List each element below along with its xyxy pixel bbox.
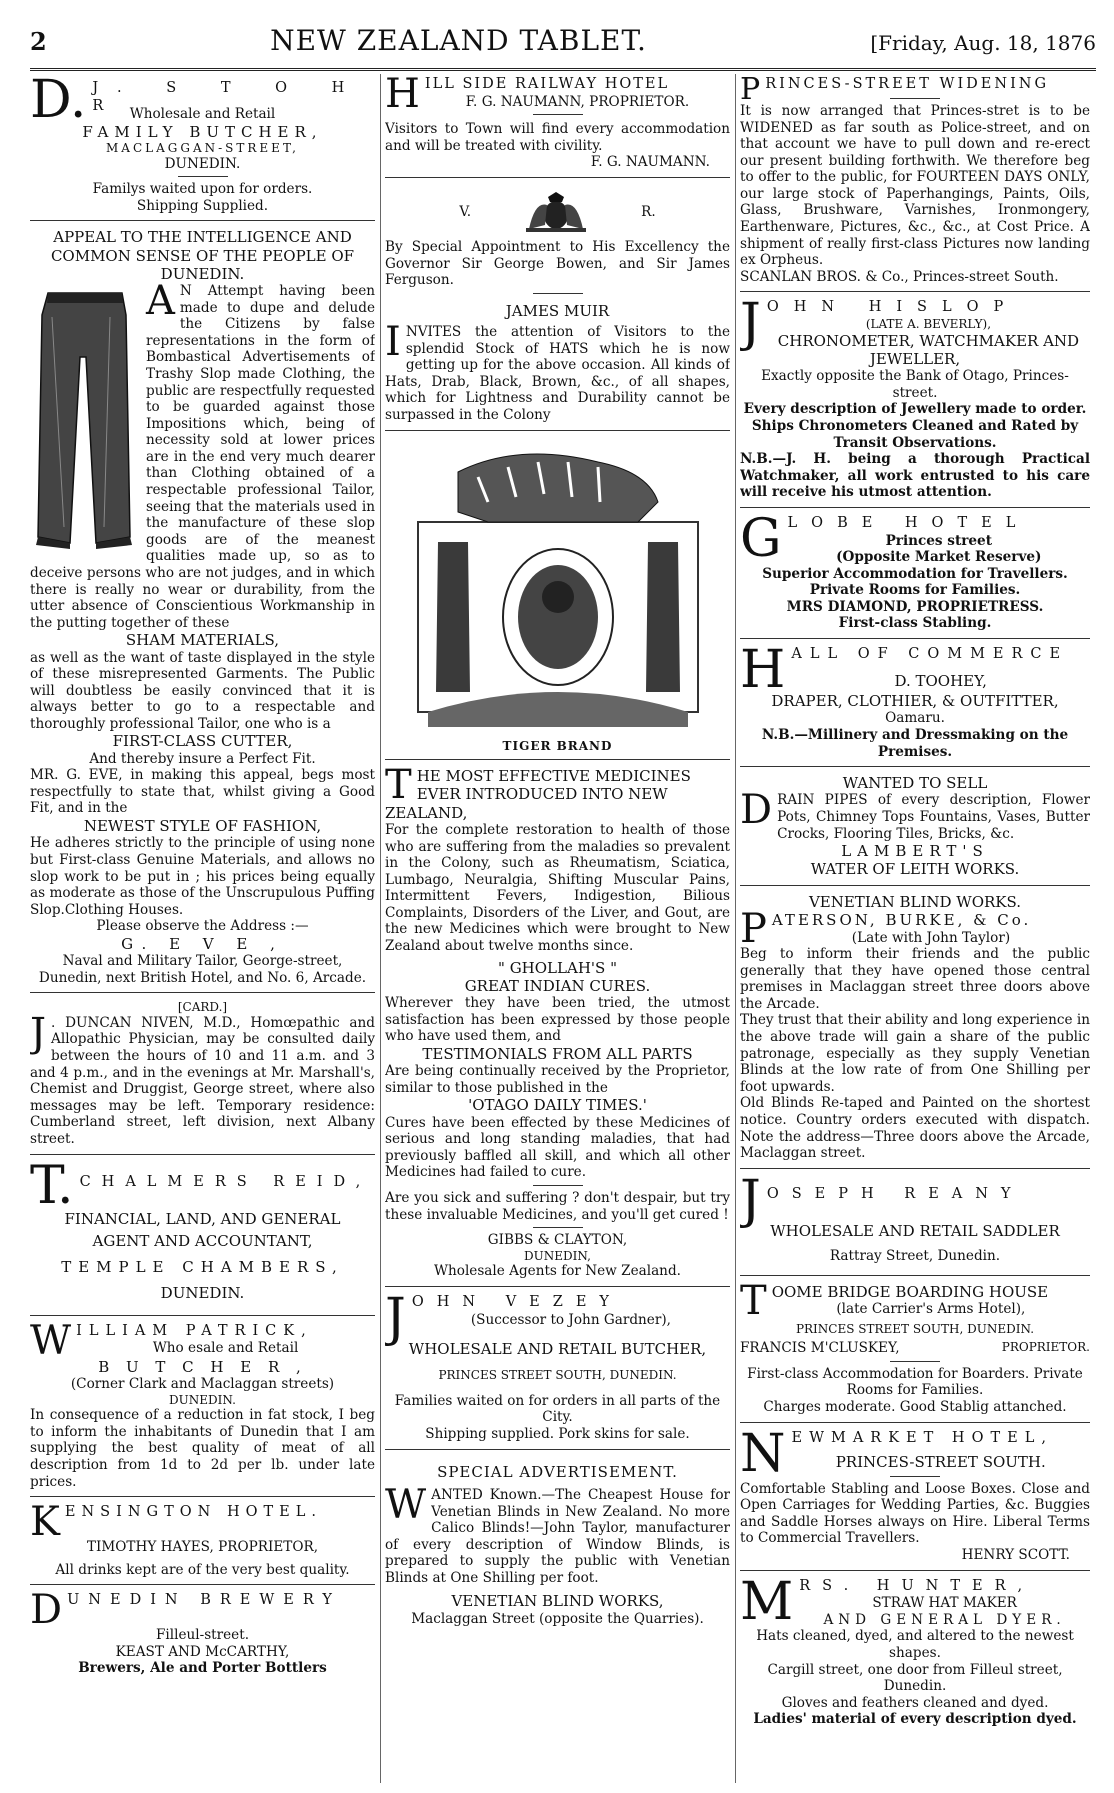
column-divider — [380, 74, 381, 1783]
ad-name: OSEPH REANY — [766, 1185, 1024, 1202]
ad-line: (Successor to John Gardner), — [470, 1311, 671, 1328]
ad-subheading: G. E V E , — [121, 934, 284, 953]
ad-line: Who esale and Retail — [152, 1340, 299, 1357]
ad-signature: SCANLAN BROS. & Co., Princes-street South. — [740, 268, 1059, 285]
ad-subheading: 'OTAGO DAILY TIMES.' — [468, 1096, 647, 1115]
ad-special — [385, 1455, 730, 1634]
ad-body: as well as the want of taste displayed in the style of these misrepresented Garments. The Public will doubtless be easily convinced that it is always better to go to a respectable and thoroughly professional Tailor, one who is a — [30, 649, 375, 732]
ad-hall-of-commerce — [740, 644, 1090, 767]
ad-line: Every description of Jewellery made to order. — [743, 401, 1087, 418]
ad-line: Filleul-street. — [155, 1627, 250, 1644]
ad-body: It is now arranged that Princes-stret is to be WIDENED as far south as Police-street, and on that account we have to pull down and re-erect our present building forthwith. We therefore beg to offer to the public, for FOURTEEN DAYS ONLY, our large stock of Paperhangings, Paints, Oils, Glass, Brushware, Varnishes, Ironmongery, Earthenware, Pictures, &c., &c., at Cost Price. A shipment of really first-class Pictures now landing ex Orpheus. — [740, 103, 1090, 269]
ad-body: Cargill street, one door from Filleul street, Dunedin. — [767, 1661, 1063, 1695]
ad-heading: WANTED TO SELL — [842, 774, 988, 793]
trousers-illustration-icon — [30, 287, 138, 557]
ad-line: Rattray Street, Dunedin. — [829, 1247, 1001, 1264]
ad-line: Maclaggan Street (opposite the Quarries). — [411, 1610, 704, 1627]
drop-cap: N — [740, 1427, 786, 1484]
ad-line: STRAW HAT MAKER — [872, 1595, 1017, 1612]
ad-toome-bridge — [740, 1281, 1090, 1423]
drop-cap: J — [385, 1291, 406, 1348]
ad-line: AGENT AND ACCOUNTANT, — [92, 1231, 313, 1250]
ad-body: Ladies' material of every description dyed. — [753, 1711, 1077, 1728]
ad-signature: HENRY SCOTT. — [961, 1546, 1070, 1563]
ad-name: RS. HUNTER, — [799, 1577, 1035, 1594]
ad-line: Superior Accommodation for Travellers. Private Rooms for Families. — [762, 565, 1068, 599]
ad-princes-street-widening — [740, 74, 1090, 292]
ad-heading: HE MOST EFFECTIVE MEDICINES EVER INTRODUCED INTO NEW ZEALAND, — [385, 767, 691, 822]
column-divider — [735, 74, 736, 1783]
proprietor-name: FRANCIS M'CLUSKEY, — [740, 1340, 900, 1357]
ad-body: Hats cleaned, dyed, and altered to the newest shapes. — [756, 1628, 1074, 1661]
ad-signature: GIBBS & CLAYTON, — [487, 1232, 628, 1249]
ad-line: FAMILY BUTCHER, — [82, 122, 323, 141]
crest-letter: V. — [459, 203, 472, 220]
ad-line: CHRONOMETER, WATCHMAKER AND JEWELLER, — [777, 331, 1080, 368]
ad-body: N Attempt having been made to dupe and delude the Citizens by false representations in the form of Bombastical Advertisements of Trashy Slop made Clothing, the public are respectfully requested to be guarded against those Impositions which, being of necessity sold at lower prices are in the end very much dearer than Clothing obtained of a respectable professional Tailor, seeing that the materials used in the manufacture of these slop goods are of the meanest qualities made up, so as to deceive persons who are not judges, and in which there is really no wear or durability, from the utter absence of Conscientious Workmanship in the putting together of these — [30, 283, 375, 631]
drop-cap: G — [740, 512, 782, 569]
rule — [890, 1361, 940, 1362]
ad-line: PRINCES STREET SOUTH, DUNEDIN. — [438, 1368, 677, 1383]
ad-line: Charges moderate. Good Stablig attanched. — [763, 1399, 1067, 1416]
ad-reany — [740, 1174, 1090, 1276]
page-number: 2 — [30, 27, 47, 56]
ad-line: DUNEDIN. — [164, 155, 241, 172]
ad-subheading: TESTIMONIALS FROM ALL PARTS — [422, 1044, 693, 1063]
ad-name: ATERSON, BURKE, & Co. — [771, 911, 1032, 929]
ad-body: And thereby insure a Perfect Fit. — [89, 750, 316, 767]
ad-subheading: VENETIAN BLIND WORKS, — [451, 1592, 664, 1611]
ad-name: OHN VEZEY — [411, 1293, 622, 1310]
ad-line: DUNEDIN. — [160, 1284, 245, 1303]
rule — [890, 98, 940, 99]
column-3 — [740, 74, 1090, 1783]
ad-subheading: NEWEST STYLE OF FASHION, — [83, 817, 322, 836]
ad-subheading: GREAT INDIAN CURES. — [464, 976, 651, 995]
drop-cap: H — [385, 74, 420, 117]
drop-cap: W — [30, 1320, 72, 1364]
ad-stohr — [30, 74, 375, 221]
rule — [890, 1476, 940, 1477]
ad-chalmers-reid — [30, 1160, 375, 1316]
ad-body: RAIN PIPES of every description, Flower Pots, Chimney Tops Fountains, Vases, Butter Crocks, Flooring Tiles, Bricks, &c. — [777, 792, 1090, 842]
ad-line: Oamaru. — [885, 710, 945, 727]
ad-vezey — [385, 1292, 730, 1450]
ad-brewery — [30, 1590, 375, 1683]
ad-body: Families waited on for orders in all parts of the City. — [394, 1392, 721, 1426]
ad-line: D. TOOHEY, — [894, 671, 987, 690]
drop-cap: M — [740, 1575, 794, 1632]
ad-subheading: SHAM MATERIALS, — [125, 631, 280, 650]
ad-body: Naval and Military Tailor, George-street, Dunedin, next British Hotel, and No. 6, Arcade. — [38, 953, 367, 986]
column-2 — [385, 74, 730, 1783]
newspaper-title: NEW ZEALAND TABLET. — [270, 24, 647, 57]
ad-appeal-eve — [30, 226, 375, 993]
ad-line: (Late with John Taylor) — [851, 929, 1011, 946]
ad-line: Exactly opposite the Bank of Otago, Princes-street. — [761, 368, 1069, 401]
ad-line: (LATE A. BEVERLY), — [865, 317, 992, 332]
ad-line: DUNEDIN. — [169, 1392, 236, 1407]
ad-line: Shipping Supplied. — [136, 197, 269, 214]
ad-line: FINANCIAL, LAND, AND GENERAL — [64, 1209, 341, 1228]
drop-cap: P — [740, 906, 767, 952]
ad-body: ANTED Known.—The Cheapest House for Venetian Blinds in New Zealand. No more Calico Blinds!—John Taylor, manufacturer of every description of Window Blinds, is prepared to supply the public with Venetian Blinds at One Shilling per foot. — [385, 1486, 730, 1586]
ad-line: Familys waited upon for orders. — [92, 181, 313, 198]
ad-name: ALL OF COMMERCE — [791, 646, 1069, 663]
ad-subheading: LAMBERT'S — [841, 842, 989, 861]
ad-patrick — [30, 1321, 375, 1497]
ad-tag: [CARD.] — [177, 1000, 228, 1015]
rule — [178, 176, 228, 177]
ad-line: PRINCES STREET SOUTH, DUNEDIN. — [795, 1321, 1035, 1336]
ad-body: Are you sick and suffering ? don't despair, but try these invaluable Medicines, and you'll get cured ! — [385, 1190, 730, 1223]
ad-line: B U T C H E R , — [98, 1357, 307, 1376]
drop-cap: T. — [30, 1159, 74, 1216]
ad-line: AND GENERAL DYER. — [823, 1611, 1066, 1628]
royal-coat-of-arms-icon — [521, 191, 591, 233]
ad-line: Wholesale and Retail — [129, 106, 276, 122]
ad-body: They trust that their ability and long experience in the above trade will gain a share of the public patronage, especially as they supply Venetian Blinds at the low rate of from One Shilling per foot upwards. — [740, 1012, 1090, 1095]
ad-name: ENSINGTON HOTEL. — [64, 1504, 322, 1521]
drop-cap: T — [740, 1280, 767, 1324]
ad-body: Cures have been effected by these Medicines of serious and long standing maladies, that had previously baffled all skill, and which all other Medicines had failed to cure. — [385, 1114, 730, 1181]
ad-name: OHN HISLOP — [766, 299, 1019, 316]
ad-body: Beg to inform their friends and the public generally that they have opened those central premises in Maclaggan street three doors above the Arcade. — [740, 946, 1090, 1012]
ad-body: Old Blinds Re-taped and Painted on the shortest notice. Country orders executed with dispatch. Note the address—Three doors above the Arcade, Maclaggan street. — [740, 1095, 1090, 1162]
ad-name: JAMES MUIR — [505, 301, 610, 320]
ad-line: WHOLESALE AND RETAIL SADDLER — [770, 1221, 1060, 1240]
ad-signature: F. G. NAUMANN. — [590, 154, 710, 171]
drop-cap: K — [30, 1502, 60, 1546]
ad-body: By Special Appointment to His Excellency the Governor Sir George Bowen, and Sir James Ferguson. — [385, 239, 730, 289]
ad-line: (Corner Clark and Maclaggan streets) — [70, 1376, 335, 1393]
ad-tiger-brand-image — [385, 436, 730, 761]
ad-subheading: FIRST-CLASS CUTTER, — [112, 732, 293, 751]
drop-cap: W — [385, 1481, 427, 1528]
masthead — [30, 24, 1096, 71]
drop-cap: H — [740, 644, 786, 701]
ad-body: MR. G. EVE, in making this appeal, begs most respectfully to state that, whilst giving a Good Fit, and in the — [30, 767, 375, 817]
ad-hislop — [740, 297, 1090, 508]
ad-line — [740, 1340, 1090, 1357]
ad-mrs-hunter — [740, 1576, 1090, 1734]
drop-cap: I — [385, 319, 401, 366]
ad-heading: APPEAL TO THE INTELLIGENCE AND COMMON SENSE OF THE PEOPLE OF DUNEDIN. — [50, 228, 355, 283]
ad-body: Comfortable Stabling and Loose Boxes. Close and Open Carriages for Wedding Parties, &c. Buggies and Saddle Horses always on Hire. Liberal Terms to Commercial Travellers. — [740, 1480, 1090, 1547]
ad-line: Brewers, Ale and Porter Bottlers — [78, 1660, 327, 1677]
ad-heading: SPECIAL ADVERTISEMENT. — [437, 1462, 678, 1481]
drop-cap: J — [30, 1009, 47, 1056]
ad-line: TEMPLE CHAMBERS, — [61, 1258, 344, 1277]
proprietor-title: PROPRIETOR. — [1001, 1340, 1090, 1355]
image-caption: TIGER BRAND — [502, 738, 613, 753]
ad-line: WHOLESALE AND RETAIL BUTCHER, — [408, 1339, 707, 1358]
ad-heading: VENETIAN BLIND WORKS. — [808, 892, 1022, 911]
rule — [533, 114, 583, 115]
drop-cap: D — [30, 1590, 63, 1634]
ad-line: Princes street — [885, 532, 992, 549]
ad-kensington — [30, 1502, 375, 1585]
ad-body: Gloves and feathers cleaned and dyed. — [781, 1694, 1049, 1711]
royal-crest — [385, 191, 730, 233]
ad-line: PRINCES-STREET SOUTH. — [835, 1453, 1046, 1472]
crest-letter: R. — [641, 203, 656, 220]
ad-name: ILL SIDE RAILWAY HOTEL — [424, 76, 670, 92]
ad-line: N.B.—Millinery and Dressmaking on the Premises. — [761, 726, 1069, 760]
ad-name: OOME BRIDGE BOARDING HOUSE — [771, 1282, 1049, 1301]
ad-name: CHALMERS REID, — [79, 1173, 372, 1190]
rule — [533, 1227, 583, 1228]
ad-name: EWMARKET HOTEL, — [791, 1429, 1053, 1446]
ad-signature: Wholesale Agents for New Zealand. — [434, 1263, 681, 1280]
ad-name: ILLIAM PATRICK, — [76, 1322, 313, 1339]
ad-body: Shipping supplied. Pork skins for sale. — [425, 1426, 690, 1443]
ad-line: MACLAGGAN-STREET, — [106, 140, 299, 155]
ad-james-muir — [385, 183, 730, 431]
ad-line: DRAPER, CLOTHIER, & OUTFITTER, — [771, 692, 1059, 711]
ad-line: KEAST AND McCARTHY, — [115, 1643, 290, 1660]
ad-body: . DUNCAN NIVEN, M.D., Homœpathic and Allopathic Physician, may be consulted daily between the hours of 10 and 11 a.m. and 3 and 4 p.m., and in the evenings at Mr. Marshall's, Chemist and Druggist, George street, where also messages may be left. Temporary residence: Cumberland street, left division, next Albany street. — [30, 1014, 375, 1147]
rule — [533, 293, 583, 294]
issue-date: [Friday, Aug. 18, 1876 — [870, 31, 1096, 55]
ad-line: (Opposite Market Reserve) — [836, 549, 1042, 566]
ad-globe-hotel — [740, 513, 1090, 639]
ad-line: All drinks kept are of the very best quality. — [55, 1561, 350, 1578]
ad-body: NVITES the attention of Visitors to the splendid Stock of HATS which he is now getting up for the above occasion. All kinds of Hats, Drab, Black, Brown, &c., of all shapes, which for Lightness and Durability cannot be surpassed in the Colony — [385, 324, 730, 423]
ad-line: Ships Chronometers Cleaned and Rated by Transit Observations. — [751, 418, 1079, 451]
column-1 — [30, 74, 375, 1783]
ad-medicines — [385, 765, 730, 1287]
ad-subheading: WATER OF LEITH WORKS. — [810, 860, 1020, 879]
ad-body: Are being continually received by the Proprietor, similar to those published in the — [385, 1063, 730, 1096]
ad-line: MRS DIAMOND, PROPRIETRESS. — [786, 598, 1044, 615]
rule — [533, 1185, 583, 1186]
ad-paterson-burke — [740, 891, 1090, 1169]
ad-name: J. S T O H R — [92, 80, 365, 114]
drop-cap: J — [740, 297, 761, 354]
ad-body: For the complete restoration to health of those who are suffering from the maladies so prevalent in the Colony, such as Rheumatism, Sciatica, Lumbago, Neuralgia, Shifting Muscular Pains, Intermittent Fevers, Indigestion, Bilious Complaints, Disorders of the Liver, and Gout, are the new Medicines which were brought to New Zealand about twelve months since. — [385, 822, 730, 955]
ad-line: First-class Stabling. — [838, 615, 992, 632]
ad-subheading: " GHOLLAH'S " — [498, 958, 617, 977]
drop-cap: T — [385, 765, 412, 809]
ad-signature: DUNEDIN, — [524, 1248, 591, 1263]
ad-line: (late Carrier's Arms Hotel), — [836, 1301, 1026, 1318]
drop-cap: D — [740, 787, 773, 834]
ad-body: Please observe the Address :— — [96, 918, 309, 935]
ad-body: He adheres strictly to the principle of using none but First-class Genuine Materials, and allows no slop work to be put in ; his prices being equally as moderate as those of the Unscrupulous Puffing Slop.Clothing Houses. — [30, 835, 375, 918]
ad-name: RINCES-STREET WIDENING — [765, 76, 1050, 92]
ad-drain-pipes — [740, 772, 1090, 886]
ad-name: UNEDIN BREWERY — [67, 1592, 341, 1609]
ad-body: Wherever they have been tried, the utmost satisfaction has been expressed by those people who have used them, and — [385, 995, 730, 1045]
ad-line: TIMOTHY HAYES, PROPRIETOR, — [86, 1539, 319, 1556]
tiger-brand-illustration-icon — [398, 442, 718, 737]
ad-name: LOBE HOTEL — [787, 514, 1030, 531]
ad-body: N.B.—J. H. being a thorough Practical Watchmaker, all work entrusted to his care will receive his utmost attention. — [740, 451, 1090, 501]
ad-body: Visitors to Town will find every accommodation and will be treated with civility. — [385, 121, 730, 154]
ad-line: F. G. NAUMANN, PROPRIETOR. — [465, 93, 690, 110]
ad-body: In consequence of a reduction in fat stock, I beg to inform the inhabitants of Dunedin that I am supplying the best quality of meat of all description from 1d to 2d per lb. under late prices. — [30, 1407, 375, 1490]
drop-cap: D. — [30, 74, 87, 130]
drop-cap: A — [146, 278, 175, 325]
ad-niven — [30, 998, 375, 1154]
drop-cap: P — [740, 74, 761, 107]
ad-hillside-hotel — [385, 74, 730, 178]
drop-cap: J — [740, 1173, 761, 1230]
ad-newmarket-hotel — [740, 1428, 1090, 1571]
ad-line: First-class Accommodation for Boarders. Private Rooms for Families. — [747, 1365, 1083, 1399]
